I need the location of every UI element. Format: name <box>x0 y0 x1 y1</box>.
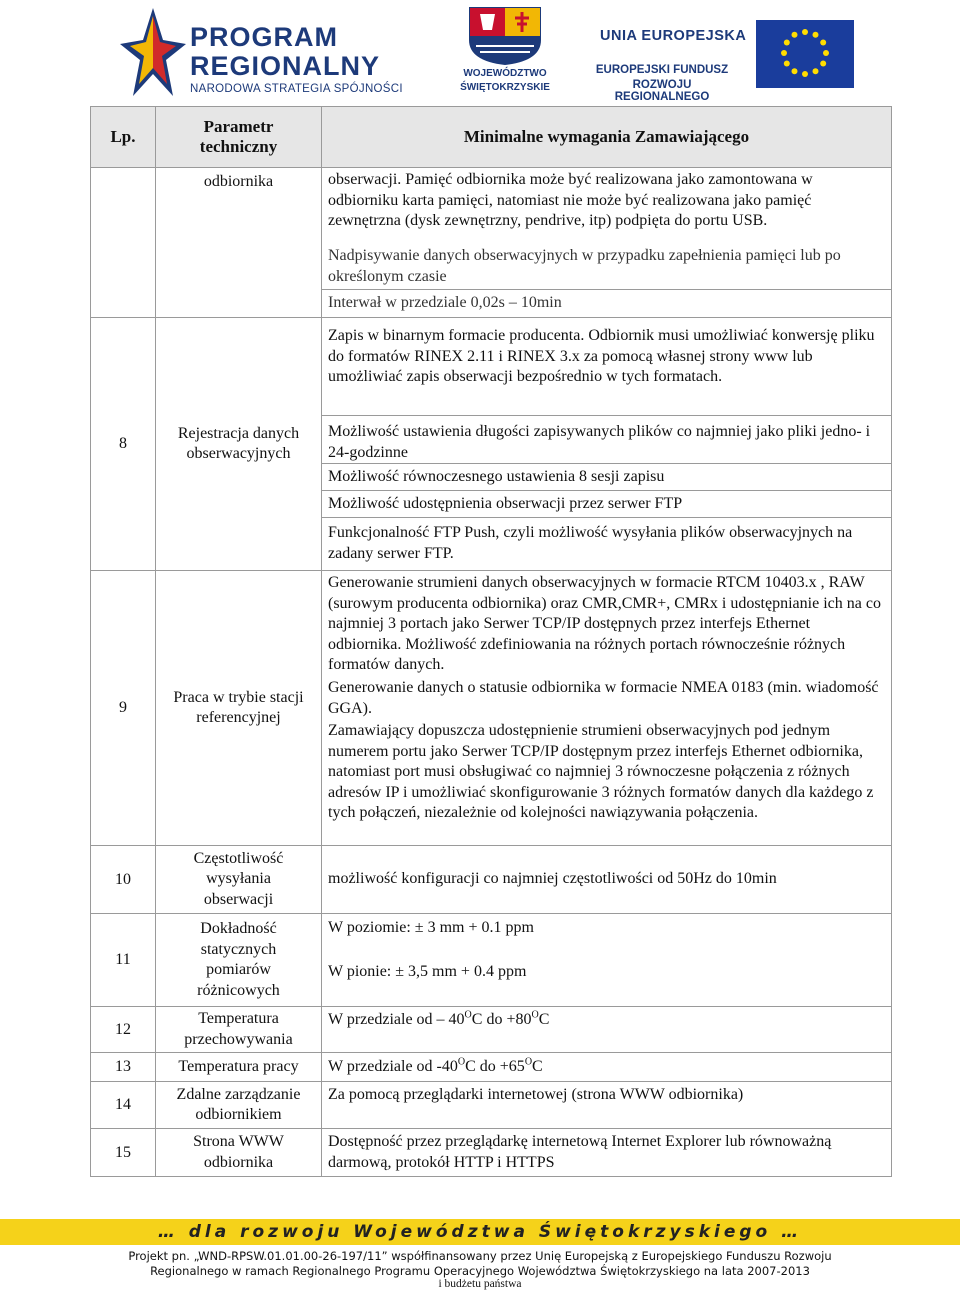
row-number: 15 <box>91 1129 156 1177</box>
req-cell: W przedziale od $-40^OC$ do $+65^OC$ <box>322 1053 892 1082</box>
table-row <box>91 1053 892 1082</box>
param-cell: Strona WWW odbiornika <box>156 1129 322 1177</box>
req-item: obserwacji. Pamięć odbiornika może być realizowana jako zamontowana w odbiorniku karta pamięci, natomiast nie może być realizowana jako pamięć zewnętrzna (dysk zewnętrzny, pendrive, itp) podpięta do portu USB. <box>328 171 813 229</box>
table-row <box>91 571 892 846</box>
eu-line1: UNIA EUROPEJSKA <box>600 28 747 44</box>
param-cell: Temperatura pracy <box>156 1053 322 1082</box>
woj-line1: WOJEWÓDZTWO <box>463 68 547 79</box>
program-line2: REGIONALNY <box>190 51 381 81</box>
table-row <box>91 846 892 914</box>
footer-line3: i budżetu państwa <box>438 1278 522 1290</box>
param-cell: Częstotliwość wysyłania obserwacji <box>156 846 322 914</box>
eu-line2: EUROPEJSKI FUNDUSZ <box>595 64 729 76</box>
woj-line2: ŚWIĘTOKRZYSKIE <box>460 82 550 93</box>
table-row <box>91 914 892 1007</box>
wojewodztwo-logo <box>440 4 570 100</box>
footer-line2: Regionalnego w ramach Regionalnego Programu Operacyjnego Województwa Świętokrzyskiego na lata 2007-2013 <box>150 1264 810 1278</box>
param-cell: Rejestracja danych obserwacyjnych <box>156 318 322 571</box>
header-param <box>156 107 322 168</box>
param-cell: Temperatura przechowywania <box>156 1007 322 1053</box>
req-item: W poziomie: ± 3 mm + 0.1 ppm <box>328 919 534 936</box>
req-item: Zamawiający dopuszcza udostępnienie strumieni obserwacyjnych pod jednym numerem portu jako Serwer TCP/IP dostępnym przez interfejs Ethernet odbiornika, natomiast port musi obsługiwać co najmniej 3 równoczesne połączenia z różnych adresów IP i umożliwiać skonfigurowanie 3 różnych formatów danych dla każdego z tych połączeń, niezależnie od kolejności nawiązywania połączenia. <box>328 722 874 821</box>
req-item: Generowanie danych o statusie odbiornika w formacie NMEA 0183 (min. wiadomość GGA). <box>328 679 879 717</box>
req-cell <box>322 318 892 571</box>
req-item: W pionie: ± 3,5 mm + 0.4 ppm <box>328 963 527 980</box>
row-number: 12 <box>91 1007 156 1053</box>
req-cell <box>322 914 892 1007</box>
eu-line3: ROZWOJU REGIONALNEGO <box>614 79 710 103</box>
req-item: Generowanie strumieni danych obserwacyjnych w formacie RTCM 10403.x , RAW (surowym producenta odbiornika) oraz CMR,CMR+, CMRx i udostępnianie ich na co najmniej 3 portach jako Serwer TCP/IP dostępnych przez interfejs Ethernet odbiornika. Możliwość zdefiniowania na różnych portach równocześnie różnych formatów danych. <box>328 574 881 673</box>
row-number: 14 <box>91 1082 156 1129</box>
eu-flag-icon <box>756 20 854 88</box>
req-cell: W przedziale od – $40^OC$ do $+80^OC$ <box>322 1007 892 1053</box>
req-item: Interwał w przedziale 0,02s – 10min <box>328 294 562 311</box>
row-number: 11 <box>91 914 156 1007</box>
requirements-table <box>90 106 892 1177</box>
header-requirements: Minimalne wymagania Zamawiającego <box>322 107 892 168</box>
req-item: Funkcjonalność FTP Push, czyli możliwość wysyłania plików obserwacyjnych na zadany serwer FTP. <box>328 524 853 562</box>
table-row <box>91 1082 892 1129</box>
logos-header <box>0 0 960 104</box>
program-line1: PROGRAM <box>190 22 338 52</box>
req-cell: Za pomocą przeglądarki internetowej (strona WWW odbiornika) <box>322 1082 892 1129</box>
table-row <box>91 1007 892 1053</box>
program-line3: NARODOWA STRATEGIA SPÓJNOŚCI <box>190 83 403 95</box>
param-cell: Praca w trybie stacji referencyjnej <box>156 571 322 846</box>
row-number: 10 <box>91 846 156 914</box>
program-star-icon <box>118 4 188 100</box>
req-cell <box>322 571 892 846</box>
table-row <box>91 318 892 571</box>
footer-banner: … dla rozwoju Województwa Świętokrzyskiego … <box>0 1219 960 1245</box>
req-cell: możliwość konfiguracji co najmniej częstotliwości od 50Hz do 10min <box>322 846 892 914</box>
eu-logo <box>586 20 846 103</box>
row-number: 9 <box>91 571 156 846</box>
req-cell <box>322 168 892 318</box>
header-param-line1: Parametr <box>203 116 274 136</box>
header-lp: Lp. <box>91 107 156 168</box>
req-item: Możliwość ustawienia długości zapisywanych plików co najmniej jako pliki jedno- i 24-godzinne <box>322 416 891 464</box>
req-item: Zapis w binarnym formacie producenta. Odbiornik musi umożliwiać konwersję pliku do formatów RINEX 2.11 i RINEX 3.x za pomocą własnej strony www lub umożliwiać zapis obserwacji bezpośrednio w tych formatach. <box>322 318 891 416</box>
req-cell: Dostępność przez przeglądarkę internetową Internet Explorer lub równoważną darmową, protokół HTTP i HTTPS <box>322 1129 892 1177</box>
footer-line1: Projekt pn. „WND-RPSW.01.01.00-26-197/11” współfinansowany przez Unię Europejską z Europejskiego Funduszu Rozwoju <box>128 1249 832 1263</box>
coat-of-arms-icon <box>462 4 548 66</box>
param-cell: Zdalne zarządzanie odbiornikiem <box>156 1082 322 1129</box>
table-row <box>91 1129 892 1177</box>
program-regionalny-logo <box>118 4 418 100</box>
param-cell: Dokładność statycznych pomiarów różnicowych <box>156 914 322 1007</box>
row-number: 8 <box>91 318 156 571</box>
req-item: Możliwość udostępnienia obserwacji przez serwer FTP <box>322 491 891 518</box>
table-row <box>91 168 892 318</box>
row-number: 13 <box>91 1053 156 1082</box>
req-item: Możliwość równoczesnego ustawienia 8 sesji zapisu <box>322 464 891 491</box>
header-param-line2: techniczny <box>199 137 278 156</box>
table-header-row <box>91 107 892 168</box>
param-cell: odbiornika <box>156 168 322 318</box>
req-item: Nadpisywanie danych obserwacyjnych w przypadku zapełnienia pamięci lub po określonym czasie <box>322 242 891 290</box>
